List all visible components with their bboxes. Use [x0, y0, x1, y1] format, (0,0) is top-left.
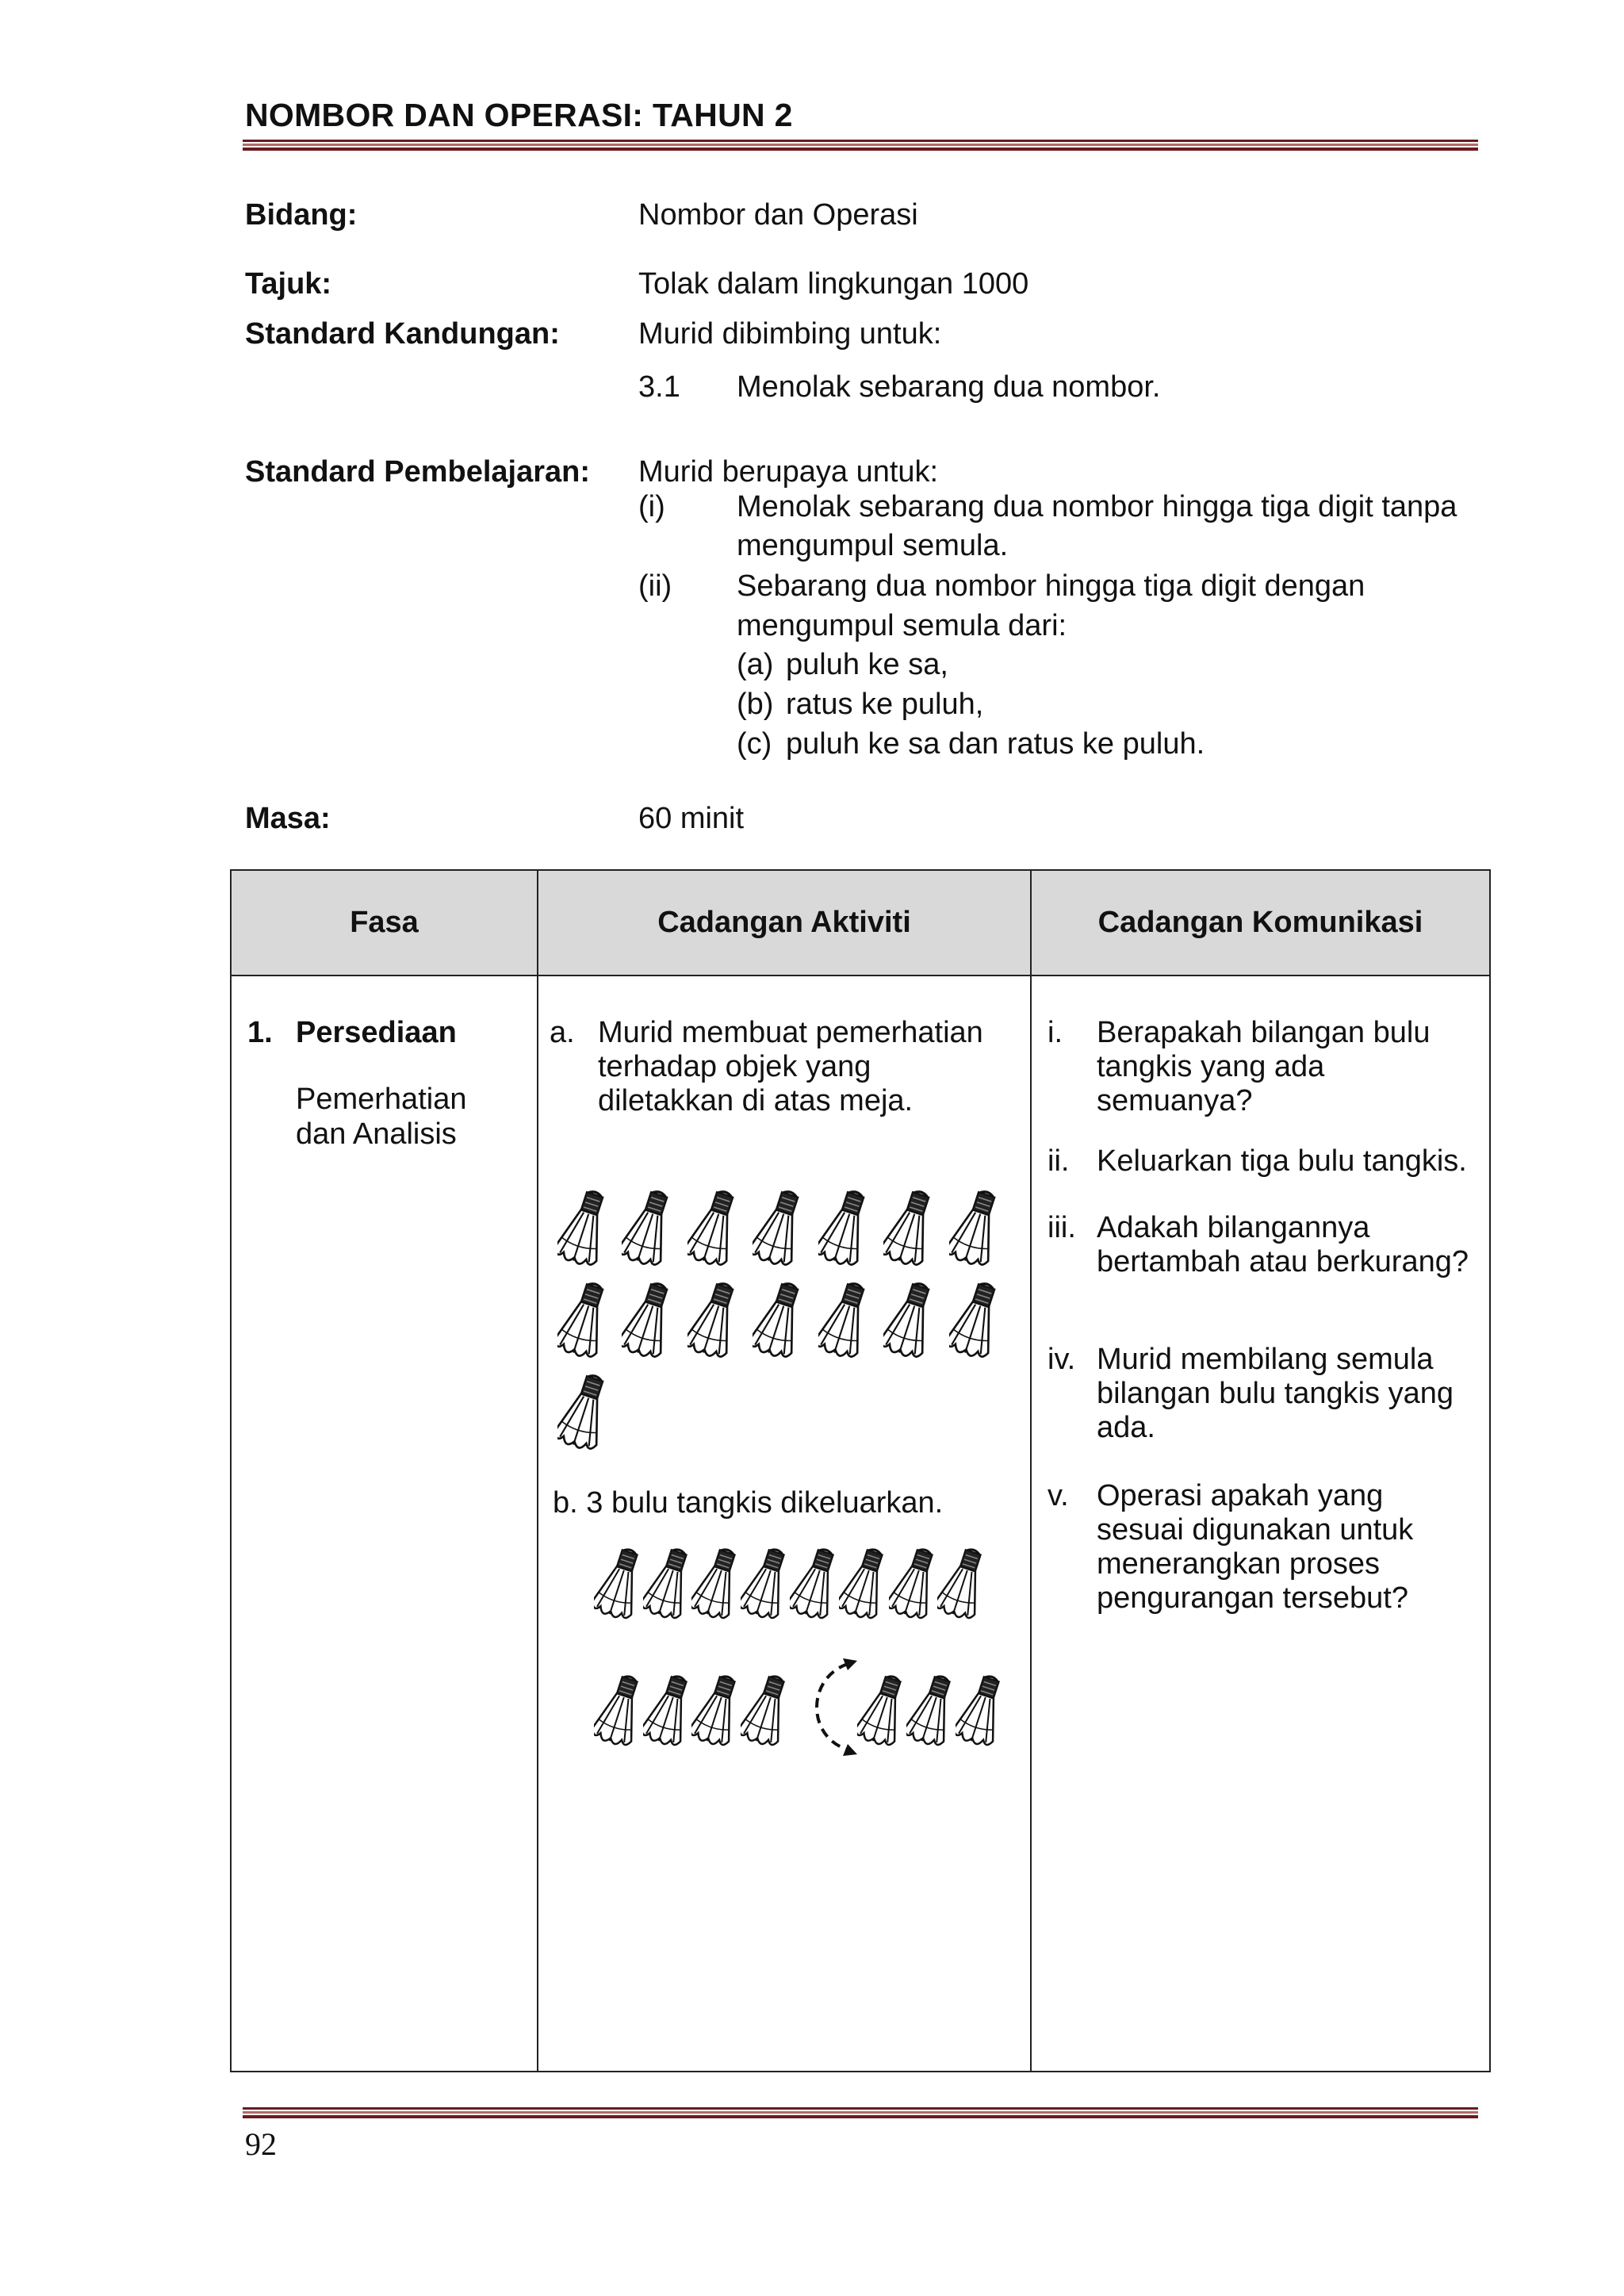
shuttlecock-icon [643, 1547, 692, 1627]
shuttlecock-icon [741, 1547, 790, 1627]
standard-kandungan-intro: Murid dibimbing untuk: [638, 317, 942, 351]
komunikasi-item-number: ii. [1048, 1144, 1070, 1178]
bidang-label: Bidang: [245, 198, 358, 232]
sp-item-num: (i) [638, 490, 665, 523]
sp-subitem-text: ratus ke puluh, [786, 688, 984, 721]
shuttlecock-icon [956, 1674, 1005, 1754]
shuttlecock-icon [691, 1674, 741, 1754]
fasa-number: 1. [247, 1016, 273, 1049]
komunikasi-item-line: Keluarkan tiga bulu tangkis. [1097, 1144, 1467, 1178]
header-rule [243, 140, 1478, 151]
shuttlecock-icon [790, 1547, 839, 1627]
tajuk-label: Tajuk: [245, 267, 332, 301]
shuttlecock-icon [753, 1281, 803, 1366]
page-number: 92 [245, 2126, 277, 2162]
shuttlecock-icon [557, 1281, 608, 1366]
shuttlecock-icon [688, 1189, 738, 1274]
komunikasi-item-line: Murid membilang semula [1097, 1343, 1434, 1376]
komunikasi-item-line: semuanya? [1097, 1084, 1253, 1117]
shuttlecock-icon [937, 1547, 986, 1627]
shuttlecock-icon [818, 1189, 869, 1274]
standard-kandungan-item-text: Menolak sebarang dua nombor. [737, 370, 1161, 404]
shuttlecock-icon [949, 1189, 1000, 1274]
shuttlecock-icon [883, 1189, 934, 1274]
fasa-title: Persediaan [296, 1016, 457, 1049]
shuttlecock-icon [557, 1373, 608, 1458]
fasa-subtitle-line: Pemerhatian [296, 1083, 467, 1116]
komunikasi-item-line: sesuai digunakan untuk [1097, 1513, 1414, 1547]
sp-item-line: mengumpul semula. [737, 529, 1009, 562]
shuttlecock-icon [688, 1281, 738, 1366]
komunikasi-item-line: Berapakah bilangan bulu [1097, 1016, 1431, 1049]
komunikasi-item-line: bertambah atau berkurang? [1097, 1245, 1469, 1278]
aktiviti-a-number: a. [550, 1016, 575, 1049]
sp-item-line: mengumpul semula dari: [737, 609, 1067, 642]
sp-subitem-text: puluh ke sa dan ratus ke puluh. [786, 727, 1205, 761]
masa-label: Masa: [245, 802, 331, 835]
sp-item-line: Menolak sebarang dua nombor hingga tiga digit tanpa [737, 490, 1457, 523]
shuttlecock-icon [906, 1674, 956, 1754]
shuttlecock-icon [753, 1189, 803, 1274]
komunikasi-cell [1031, 976, 1490, 2072]
footer-rule [243, 2107, 1478, 2118]
shuttlecock-icon [622, 1189, 672, 1274]
header-fasa: Fasa [231, 870, 538, 976]
standard-kandungan-item-num: 3.1 [638, 370, 680, 404]
fasa-subtitle-line: dan Analisis [296, 1117, 457, 1151]
shuttlecock-icon [889, 1547, 938, 1627]
shuttlecock-icon [857, 1674, 906, 1754]
komunikasi-item-line: Operasi apakah yang [1097, 1479, 1384, 1512]
komunikasi-item-line: bilangan bulu tangkis yang [1097, 1377, 1454, 1410]
komunikasi-item-line: pengurangan tersebut? [1097, 1581, 1408, 1615]
aktiviti-a-line: diletakkan di atas meja. [598, 1084, 914, 1117]
komunikasi-item-number: i. [1048, 1016, 1063, 1049]
shuttlecock-icon [594, 1674, 643, 1754]
bidang-value: Nombor dan Operasi [638, 198, 918, 232]
sp-subitem-num: (a) [737, 648, 774, 681]
sp-subitem-num: (b) [737, 688, 774, 721]
shuttlecock-icon [839, 1547, 888, 1627]
shuttlecock-icon [741, 1674, 790, 1754]
fasa-cell [231, 976, 538, 2072]
komunikasi-item-line: menerangkan proses [1097, 1547, 1380, 1581]
shuttlecock-icon [883, 1281, 934, 1366]
sp-item-num: (ii) [638, 569, 672, 603]
header-cadangan-aktiviti: Cadangan Aktiviti [538, 870, 1031, 976]
shuttlecock-icon [594, 1547, 643, 1627]
shuttlecock-icon [818, 1281, 869, 1366]
standard-pembelajaran-label: Standard Pembelajaran: [245, 455, 591, 489]
standard-kandungan-label: Standard Kandungan: [245, 317, 560, 351]
aktiviti-cell [538, 976, 1031, 2072]
masa-value: 60 minit [638, 802, 745, 835]
shuttlecock-icon [691, 1547, 741, 1627]
sp-item-line: Sebarang dua nombor hingga tiga digit dengan [737, 569, 1365, 603]
sp-subitem-text: puluh ke sa, [786, 648, 948, 681]
aktiviti-a-line: Murid membuat pemerhatian [598, 1016, 983, 1049]
shuttlecock-icon [643, 1674, 692, 1754]
sp-subitem-num: (c) [737, 727, 772, 761]
komunikasi-item-line: Adakah bilangannya [1097, 1211, 1370, 1244]
aktiviti-a-line: terhadap objek yang [598, 1050, 871, 1083]
aktiviti-b-text: b. 3 bulu tangkis dikeluarkan. [553, 1486, 944, 1520]
curved-dashed-arrow-icon [802, 1654, 860, 1761]
page-header-title: NOMBOR DAN OPERASI: TAHUN 2 [245, 97, 793, 133]
tajuk-value: Tolak dalam lingkungan 1000 [638, 267, 1029, 301]
shuttlecock-icon [949, 1281, 1000, 1366]
komunikasi-item-number: iii. [1048, 1211, 1076, 1244]
lesson-table [230, 869, 1491, 2072]
komunikasi-item-number: v. [1048, 1479, 1069, 1512]
header-cadangan-komunikasi: Cadangan Komunikasi [1031, 870, 1490, 976]
komunikasi-item-line: tangkis yang ada [1097, 1050, 1325, 1083]
standard-pembelajaran-intro: Murid berupaya untuk: [638, 455, 939, 489]
shuttlecock-icon [622, 1281, 672, 1366]
shuttlecock-icon [557, 1189, 608, 1274]
komunikasi-item-number: iv. [1048, 1343, 1076, 1376]
komunikasi-item-line: ada. [1097, 1411, 1155, 1444]
